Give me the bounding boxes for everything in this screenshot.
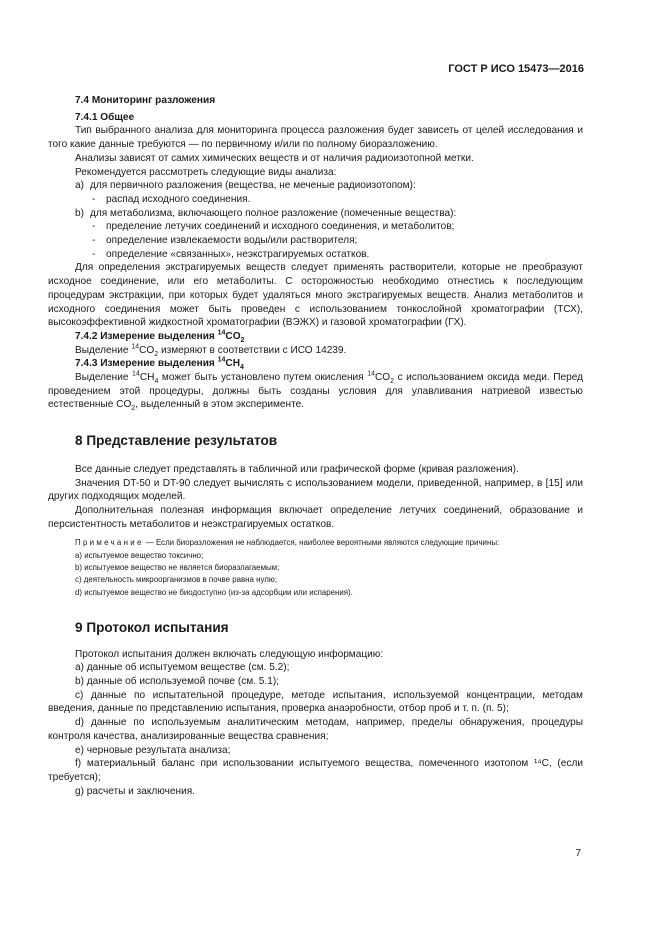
paragraph: Выделение $^{14}CH_4$ может быть установлено путем окисления $^{14}CO_2$ с использованием оксида меди. Перед проведением этой процедуры, должны быть созданы условия для улавливания натриевой известью естественные $CO_2$, выделенный в этом эксперименте. xyxy=(48,370,583,413)
list-text: для первичного разложения (вещества, не меченые радиоизотопом): xyxy=(90,180,416,192)
paragraph: Протокол испытания должен включать следующую информацию: xyxy=(75,648,384,660)
list-item: d) данные по используемым аналитическим методам, например, пределы обнаружения, процедуры контроля качества, анализированные вещества сравнения; xyxy=(48,717,583,742)
dash-item: - распад исходного соединения. xyxy=(92,193,251,205)
list-item xyxy=(48,179,583,193)
page-number: 7 xyxy=(575,848,581,859)
paragraph: Выделение $^{14}CO_2$ измеряют в соответствии с ИСО 14239. xyxy=(75,343,347,358)
section-8-title: 8 Представление результатов xyxy=(75,433,278,449)
section-7-4-title: 7.4 Мониторинг разложения xyxy=(75,95,216,106)
paragraph: Значения DT-50 и DT-90 следует вычислять с использованием модели, приведенной, например, в [15] или других подходящих моделей. xyxy=(48,477,583,503)
dash-text: определение «связанных», неэкстрагируемых остатков. xyxy=(106,248,370,260)
dash-text: определение извлекаемости воды/или растворителя; xyxy=(106,235,358,247)
note-item: d) испытуемое вещество не биодоступно (из-за адсорбции или испарения). xyxy=(75,587,353,597)
dash-item: - определение «связанных», неэкстрагируемых остатков. xyxy=(92,248,370,260)
page-content xyxy=(48,94,583,798)
dash-text: распад исходного соединения. xyxy=(106,193,251,205)
paragraph: Для определения экстрагируемых веществ следует применять растворители, которые не преобразуют исходное соединение, или его метаболиты. С осторожностью необходимо отнестись к последующим процедурам экстракции, при которых будет удаляться много экстрагируемых веществ. Анализ метаболитов и исходного соединения может быть проведен с использованием тонкослойной хроматографии (ТСХ), высокоэффективной жидкостной хроматографии (ВЭЖХ) и газовой хроматографии (ГХ). xyxy=(48,262,583,329)
paragraph: Рекомендуется рассмотреть следующие виды анализа: xyxy=(75,166,337,178)
note xyxy=(48,537,583,549)
dash-item: - определение извлекаемости воды/или растворителя; xyxy=(92,235,358,247)
list-item: b) данные об используемой почве (см. 5.1); xyxy=(75,675,280,687)
list-item: f) материальный баланс при использовании испытуемого вещества, помеченного изотопом ¹⁴С, (если требуется); xyxy=(48,758,583,783)
list-item: е) черновые результата анализа; xyxy=(75,744,231,756)
dash-text: пределение летучих соединений и исходного соединения, и метаболитов; xyxy=(106,221,455,233)
section-9-title: 9 Протокол испытания xyxy=(75,619,229,635)
paragraph: Анализы зависят от самих химических веществ и от наличия радиоизотопной метки. xyxy=(75,152,474,164)
list-marker: b) xyxy=(75,207,84,219)
note-label: Примечание xyxy=(75,538,144,548)
list-item: g) расчеты и заключения. xyxy=(75,785,195,797)
section-7-4-1-title: 7.4.1 Общее xyxy=(75,111,135,123)
note-item: b) испытуемое вещество не является биоразлагаемым; xyxy=(75,562,280,572)
list-marker: а) xyxy=(75,180,84,192)
section-7-4-2-title: 7.4.2 Измерение выделения $^{14}CO_2$ xyxy=(75,329,245,344)
list-item: с) данные по испытательной процедуре, методе испытания, используемой концентрации, методам введения, данные по представлению испытания, проверка анаэробности, отбор проб и т. п. (п. 5); xyxy=(48,689,583,715)
note-item: с) деятельность микроорганизмов в почве равна нулю; xyxy=(75,575,277,585)
section-7-4-3-title: 7.4.3 Измерение выделения $^{14}CH_4$ xyxy=(75,357,244,372)
list-item: а) данные об испытуемом веществе (см. 5.2); xyxy=(75,662,290,674)
paragraph: Тип выбранного анализа для мониторинга процесса разложения будет зависеть от целей исследования и того какие данные требуются — по первичному и/или по полному биоразложению. xyxy=(48,125,583,151)
note-text: — Если биоразложения не наблюдается, наиболее вероятными являются следующие причины: xyxy=(145,538,500,548)
list-text: для метаболизма, включающего полное разложение (помеченные вещества): xyxy=(90,207,457,219)
note-item: а) испытуемое вещество токсично; xyxy=(75,550,204,560)
list-item xyxy=(48,207,583,221)
paragraph: Все данные следует представлять в табличной или графической форме (кривая разложения). xyxy=(75,463,519,475)
paragraph: Дополнительная полезная информация включает определение летучих соединений, образование и персистентность метаболитов и неэкстрагируемых остатков. xyxy=(48,504,583,530)
dash-item: - пределение летучих соединений и исходного соединения, и метаболитов; xyxy=(92,221,455,233)
document-code: ГОСТ Р ИСО 15473—2016 xyxy=(448,63,584,75)
